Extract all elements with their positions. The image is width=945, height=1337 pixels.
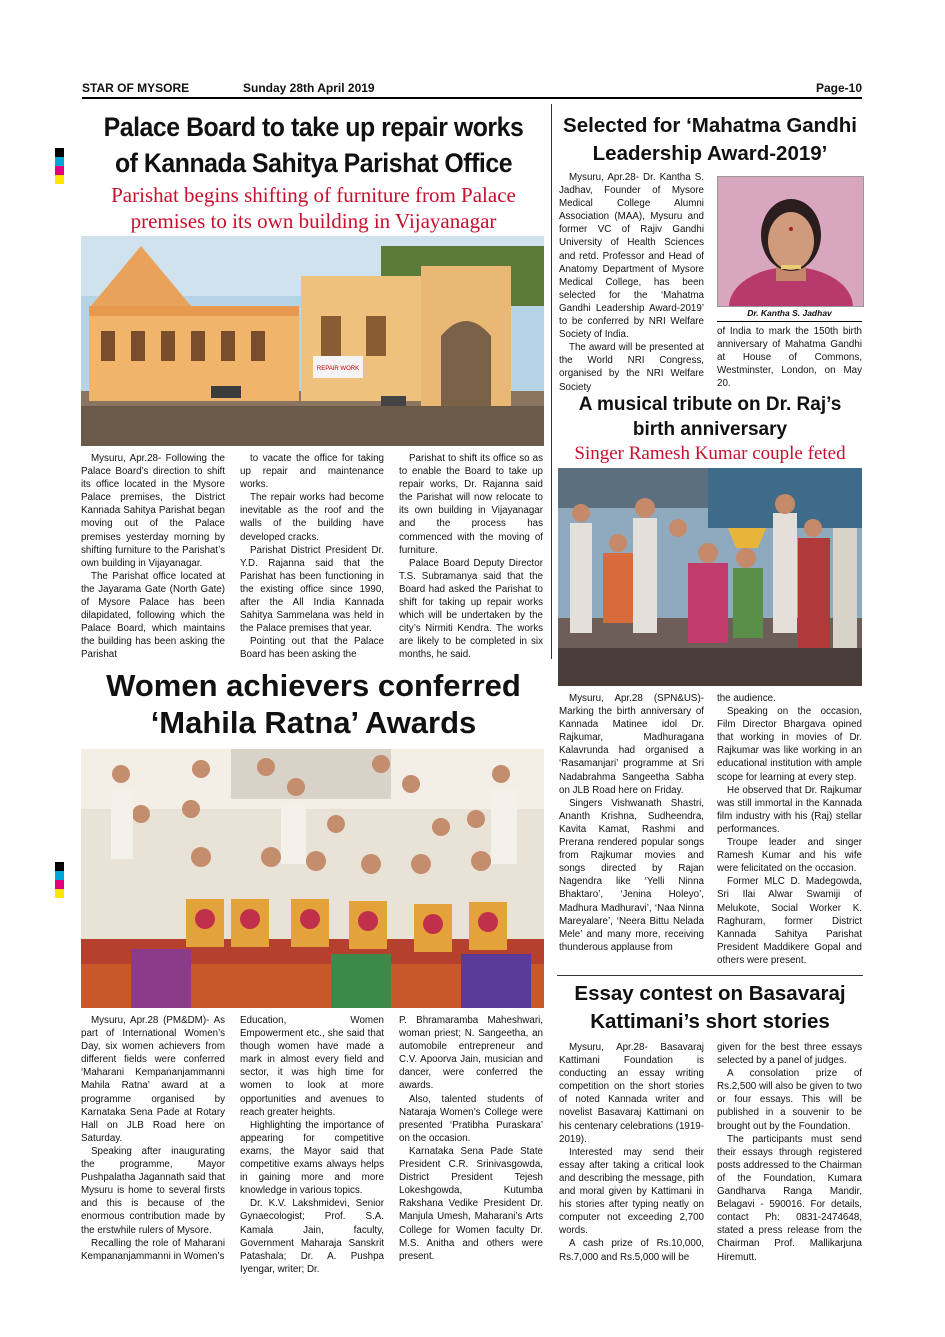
article5-headline (557, 980, 863, 1036)
article1-subhead-line1: Parishat begins shifting of furniture from Palace (111, 183, 516, 207)
caption-rule (717, 321, 862, 322)
article2-column2 (717, 325, 862, 390)
article3-c1-p1: Mysuru, Apr.28 (SPN&US)- Marking the birth anniversary of Kannada Matinee idol Dr. Rajkumar, Madhuragana Kalavrunda had organised a ‘Rasamanjari’ programme at Sri Nadabrahma Sangeetha Sabha on JLB Road here on Friday. (559, 693, 704, 796)
article3-column2 (717, 692, 862, 967)
article3-c2-p5: Former MLC D. Madegowda, Sri Ilai Alwar Swamiji of Melukote, Social Worker K. Raghuram, former District Kannada Sahitya Parishat President Maddikere Gopal and others were present. (717, 876, 862, 966)
article2-portrait-kantha-jadhav (717, 176, 864, 307)
article1-headline-line1: Palace Board to take up repair works (103, 112, 524, 142)
article5-headline-line1: Essay contest on Basavaraj (574, 982, 846, 1005)
article3-c2-p2: Speaking on the occasion, Film Director Bhargava opined that working in movies of Dr. Rajkumar was like working in an educational institution with ample scope for learning at every step. (717, 706, 862, 783)
article2-headline (557, 112, 863, 168)
article4-c3-p1: P. Bhramaramba Maheshwari, woman priest; N. Sangeetha, an automobile entrepreneur and C.V. Apoorva Jain, musician and dancer, were conferred the awards. (399, 1015, 543, 1092)
article4-c2-p2: Highlighting the importance of appearing for competitive exams, the Mayor said that competitive exams always helps in gaining more and more knowledge in various topics. (240, 1119, 384, 1197)
article1-c2-p4: Pointing out that the Palace Board has been asking the (240, 636, 384, 661)
article5-c1-p3: A cash prize of Rs.10,000, Rs.7,000 and Rs.5,000 will be (559, 1238, 704, 1263)
article5-c1-p1: Mysuru, Apr.28- Basavaraj Kattimani Foundation is conducting an essay writing competition on the short stories of noted Kannada writer and novelist Basavaraj Kattimani on his centenary celebrations (1919-2019). (559, 1042, 704, 1145)
header-rule (82, 97, 862, 99)
article4-c3-p2: Also, talented students of Nataraja Women’s College were presented ‘Pratibha Puraskara’ on the occasion. (399, 1093, 543, 1144)
article1-photo-sign: REPAIR WORK (316, 366, 360, 372)
article4-headline-line1: Women achievers conferred (106, 668, 521, 703)
article1-column1 (81, 452, 225, 662)
article1-headline-line2: of Kannada Sahitya Parishat Office (114, 148, 513, 178)
article4-c3-p3: Karnataka Sena Pade State President C.R. Srinivasgowda, District President Tejesh Lokeshgowda, Kutumba Rakshana Vedike President Dr. Manjula Umesh, Maharani’s Arts College for Women faculty Dr. M.S. Anitha and others were present. (399, 1145, 543, 1262)
registration-marks-top (55, 148, 64, 184)
article4-column2 (240, 1014, 384, 1276)
article1-c1-p1: Mysuru, Apr.28- Following the Palace Board’s direction to shift its office located in the Mysore Palace premises, the District Kannada Sahitya Parishat began moving out of the Palace premises yesterday morning by shifting furniture to the Parishat’s own building in Vijayanagar. (81, 453, 225, 569)
article5-c2-p1: given for the best three essays selected by a panel of judges. (717, 1042, 862, 1067)
article2-c2-p1: of India to mark the 150th birth anniversary of Mahatma Gandhi at House of Commons, Westminster, London, on May 20. (717, 326, 862, 390)
article1-c1-p2: The Parishat office located at the Jayarama Gate (North Gate) of Mysore Palace has been dilapidated, following which the Palace Board, which maintains the building has been asking the Parishat (81, 570, 225, 661)
article2-c1-p2: The award will be presented at the World NRI Congress, organised by the NRI Welfare Society (559, 342, 704, 393)
article3-c2-p3: He observed that Dr. Rajkumar was still immortal in the Kannada film industry with his (Raj) stellar performances. (717, 784, 862, 835)
article2-caption: Dr. Kantha S. Jadhav (747, 308, 832, 318)
article5-c2-p2: A consolation prize of Rs.2,500 will also be given to two or four essays. This will be published in a souvenir to be brought out by the Foundation. (717, 1068, 862, 1132)
article4-c1-p1: Mysuru, Apr.28 (PM&DM)- As part of International Women’s Day, six women achievers from different fields were conferred ‘Maharani Kempananjammanni Mahila Ratna’ award at a programme organised by Karnataka Sena Pade at Rotary Hall on JLB Road here on Saturday. (81, 1015, 225, 1144)
article5-column2 (717, 1041, 862, 1264)
article1-c3-p2: Palace Board Deputy Director T.S. Subramanya said that the Board had asked the Parishat to shift for taking up repair works which will be undertaken by the city’s Nirmiti Kendra. The works are likely to be completed in six months, he said. (399, 557, 543, 661)
article4-column3 (399, 1014, 543, 1263)
article5-c2-p3: The participants must send their essays through registered posts addressed to the Chairman of the Foundation, Kumara Gandharva Ranga Mandir, Belagavi - 590016. For details, contact Ph: 0831-2474648, stated a press release from the Chairman Prof. Mallikarjuna Hiremutt. (717, 1133, 862, 1263)
article5-column1 (559, 1041, 704, 1264)
article2-headline-line1: Selected for ‘Mahatma Gandhi (563, 114, 857, 137)
article3-subhead: Singer Ramesh Kumar couple feted (574, 443, 846, 464)
article1-photo-parishat-building (81, 236, 544, 446)
article4-column1 (81, 1014, 225, 1263)
article2-c1-p1: Mysuru, Apr.28- Dr. Kantha S. Jadhav, Founder of Mysore Medical College Alumni Association (MAA), Mysuru and former VC of Rajiv Gandhi University of Health Sciences and retd. Professor and Head of Anatomy Department of Mysore Medical College, has been selected for the ‘Mahatma Gandhi Leadership Award-2019’ to be conferred by NRI Welfare Society of India. (559, 172, 704, 341)
article3-column1 (559, 692, 704, 954)
article3-headline-line2: birth anniversary (632, 419, 788, 440)
article4-c2-p3: Dr. K.V. Lakshmidevi, Senior Gynaecologist; Prof. S.A. Kamala Jain, faculty, Government Maharaja Sanskrit Patashala; Dr. A. Pushpa Iyengar, writer; Dr. (240, 1198, 384, 1275)
paper-name: STAR OF MYSORE (82, 81, 190, 95)
article1-c2-p2: The repair works had become inevitable as the roof and the walls of the building have developed cracks. (240, 492, 384, 543)
article1-c2-p1: to vacate the office for taking up repair and maintenance works. (240, 453, 384, 491)
registration-marks-bottom (55, 862, 64, 898)
article2-headline-line2: Leadership Award-2019’ (592, 142, 828, 165)
article3-c2-p1: the audience. (717, 693, 776, 704)
article3-headline (557, 392, 863, 442)
article4-c2-p1: Education, Women Empowerment etc., she said that though women have made a mark in almost every field and sector, it was high time for women to look at more opportunities and avenues to reach greater heights. (240, 1015, 384, 1118)
vertical-column-rule (551, 104, 552, 659)
article5-top-rule (557, 975, 863, 976)
article1-c3-p1: Parishat to shift its office so as to enable the Board to take up repair works, Dr. Rajanna said the Parishat will now relocate to its own building in Vijayanagar and the process has commenced with the moving of furniture. (399, 453, 543, 556)
article1-c2-p3: Parishat District President Dr. Y.D. Rajanna said that the Parishat has been functioning in the existing office since 1990, after the All India Kannada Sahitya Sammelana was held in the Palace premises that year. (240, 544, 384, 635)
article4-headline-line2: ‘Mahila Ratna’ Awards (150, 705, 477, 740)
article4-c1-p2: Speaking after inaugurating the programme, Mayor Pushpalatha Jagannath said that Mysuru is home to several firsts and this is because of the enormous contribution made by the erstwhile rulers of Mysore. (81, 1145, 225, 1236)
article1-headline (99, 109, 529, 181)
article5-c1-p2: Interested may send their essay after taking a critical look and describing the message, pith and moral given by Kattimani in his stories after typing neatly on computer not exceeding 2,700 words. (559, 1146, 704, 1237)
page-number: Page-10 (815, 81, 862, 95)
article1-subhead-line2: premises to its own building in Vijayanagar (130, 209, 497, 233)
issue-date: Sunday 28th April 2019 (243, 81, 375, 95)
article1-subhead (80, 182, 547, 234)
article1-column2 (240, 452, 384, 662)
article5-headline-line2: Kattimani’s short stories (590, 1010, 830, 1033)
article4-photo-award-winners (81, 749, 544, 1008)
article3-photo-felicitation (558, 468, 862, 686)
article3-c1-p2: Singers Vishwanath Shastri, Ananth Krishna, Sudheendra, Kavita Kamat, Rashmi and Prerana rendered popular songs from Rajkumar movies and songs directed by Rajan Nagendra like ‘Yelli Ninna Bhaktaro’, ‘Jenina Holeyo’, Madhura Madhuravi’, ‘Naa Ninna Mareyalare’, ‘Neera Bittu Nelada Mele’ and many more, receiving thunderous applause from (559, 797, 704, 953)
article4-headline (80, 667, 547, 741)
article3-headline-line1: A musical tribute on Dr. Raj’s (578, 394, 842, 415)
article2-column1 (559, 171, 704, 394)
article1-column3 (399, 452, 543, 662)
article3-c2-p4: Troupe leader and singer Ramesh Kumar and his wife were felicitated on the occasion. (717, 837, 862, 875)
article4-c1-p3: Recalling the role of Maharani Kempananjammanni in Women’s (81, 1237, 225, 1262)
